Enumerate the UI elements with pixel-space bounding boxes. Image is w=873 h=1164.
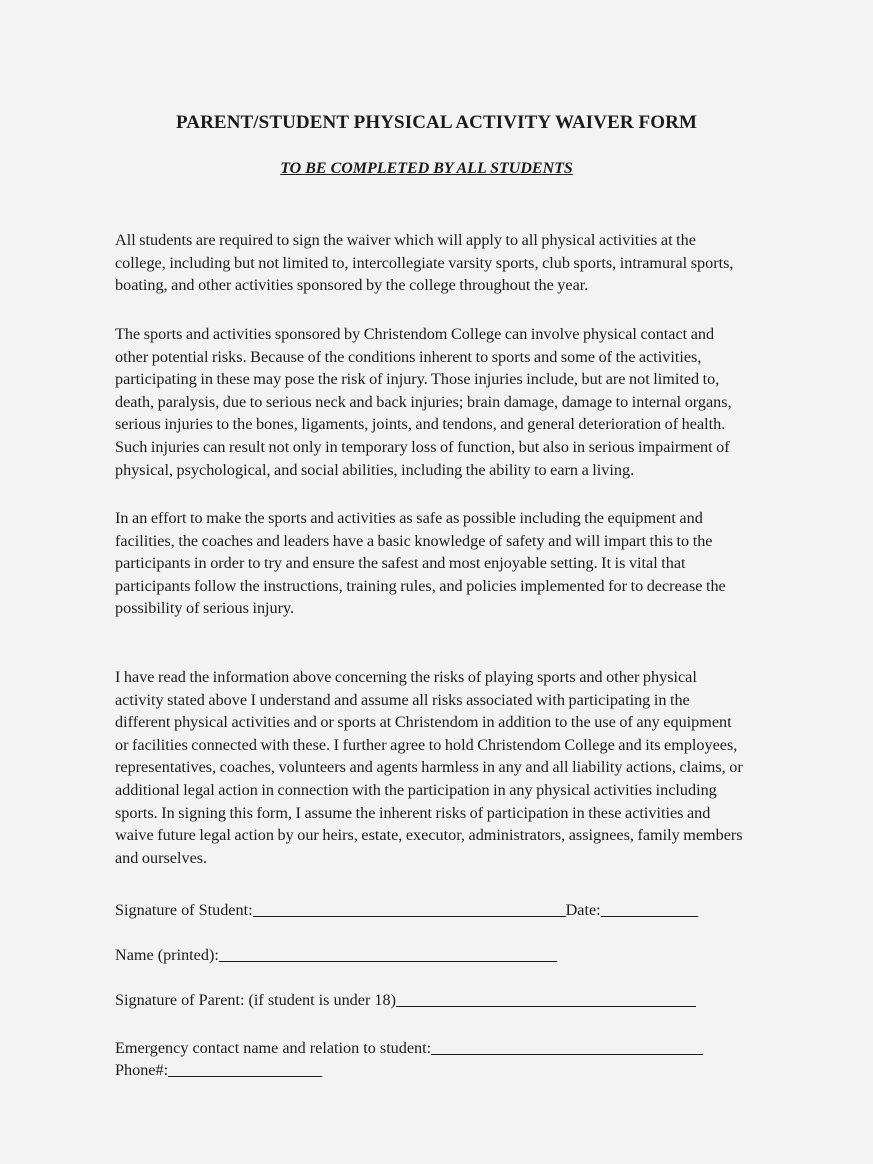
paragraph-safety: In an effort to make the sports and activities as safe as possible including the equipment and facilities, the coaches and leaders have a basic knowledge of safety and will impart this to the participants in order to try and ensure the safest and most enjoyable setting. It is vital that participants follow the instructions, training rules, and policies implemented for to decrease the possibility of serious injury. [115, 509, 726, 618]
emergency-contact-label: Emergency contact name and relation to student: [115, 1039, 432, 1057]
phone-row [115, 1060, 322, 1080]
form-title: PARENT/STUDENT PHYSICAL ACTIVITY WAIVER FORM [175, 112, 697, 133]
phone-label: Phone#: [115, 1061, 169, 1079]
date-label: Date: [565, 901, 601, 919]
emergency-contact-line[interactable] [431, 1038, 703, 1055]
paragraph-agreement: I have read the information above concerning the risks of playing sports and other physical activity stated above I understand and assume all risks associated with participating in the different physical activities and or sports at Christendom in addition to the use of any equipment or facilities connected with these. I further agree to hold Christendom College and its employees, representatives, coaches, volunteers and agents harmless in any and all liability actions, claims, or additional legal action in connection with the participation in any physical activities including sports. In signing this form, I assume the inherent risks of participation in these activities and waive future legal action by our heirs, estate, executor, administrators, assignees, family members and ourselves. [115, 668, 743, 867]
student-signature-label: Signature of Student: [115, 901, 253, 919]
parent-signature-row [115, 990, 696, 1010]
printed-name-line[interactable] [219, 945, 557, 962]
form-subtitle: TO BE COMPLETED BY ALL STUDENTS [280, 160, 573, 177]
date-line[interactable] [601, 900, 698, 917]
phone-line[interactable] [168, 1060, 322, 1077]
student-signature-line[interactable] [253, 900, 566, 917]
parent-signature-label: Signature of Parent: (if student is under 18) [115, 991, 396, 1009]
paragraph-requirement: All students are required to sign the waiver which will apply to all physical activities at the college, including but not limited to, intercollegiate varsity sports, club sports, intramural sports, boating, and other activities sponsored by the college throughout the year. [115, 231, 734, 295]
printed-name-label: Name (printed): [115, 946, 219, 964]
emergency-contact-row [115, 1038, 703, 1058]
parent-signature-line[interactable] [396, 990, 696, 1007]
paragraph-risks: The sports and activities sponsored by Christendom College can involve physical contact and other potential risks. Because of the conditions inherent to sports and some of the activities, participating in these may pose the risk of injury. Those injuries include, but are not limited to, death, paralysis, due to serious neck and back injuries; brain damage, damage to internal organs, serious injuries to the bones, ligaments, joints, and tendons, and general deterioration of health. Such injuries can result not only in temporary loss of function, but also in serious impairment of physical, psychological, and social abilities, including the ability to earn a living. [115, 325, 732, 479]
student-signature-row [115, 900, 698, 920]
printed-name-row [115, 945, 557, 965]
